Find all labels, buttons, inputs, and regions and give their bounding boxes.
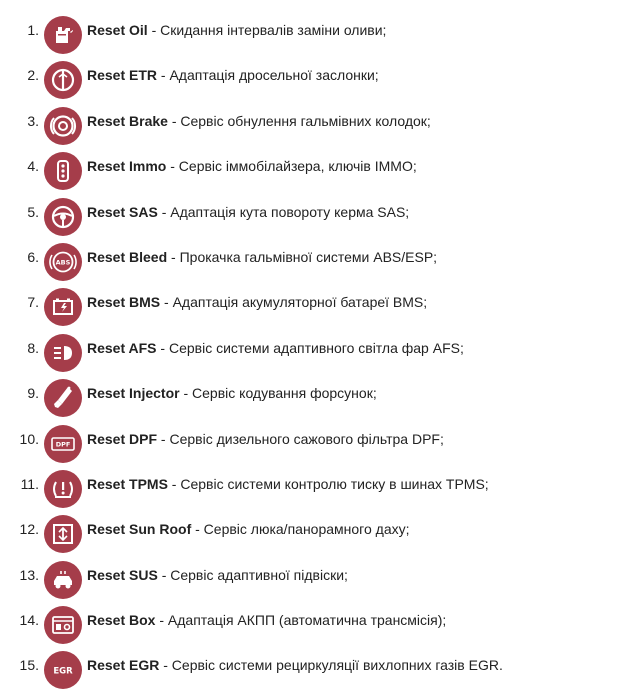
suspension-icon [44,561,82,599]
abs-icon [44,243,82,281]
list-item [0,511,629,556]
item-number: 10. [19,430,39,447]
gearbox-icon [44,606,82,644]
list-item [0,194,629,239]
steering-wheel-icon [44,198,82,236]
car-key-icon [44,152,82,190]
item-title: Reset Box [87,612,156,629]
headlight-icon [44,334,82,372]
list-item [0,330,629,375]
dpf-icon-label: DPF [55,440,71,449]
item-title: Reset ETR [87,67,158,84]
item-number: 13. [19,566,39,583]
item-title: Reset TPMS [87,475,168,492]
item-description: - Адаптація дросельної заслонки; [157,67,379,84]
list-item [0,421,629,466]
item-number: 11. [20,475,39,492]
item-description: - Сервіс іммобілайзера, ключів IMMO; [166,158,417,175]
item-number: 2. [27,67,39,84]
item-title: Reset Brake [87,112,168,129]
item-title: Reset DPF [87,430,158,447]
item-description: - Скидання інтервалів заміни оливи; [147,22,387,38]
item-title: Reset Bleed [87,248,168,265]
item-number: 12. [19,521,39,538]
item-number: 7. [27,294,39,311]
item-number: 6. [27,248,39,265]
list-item [0,12,629,57]
battery-icon [44,288,82,326]
item-description: - Адаптація кута повороту керма SAS; [157,203,410,220]
item-description: - Прокачка гальмівної системи ABS/ESP; [167,248,438,265]
list-item [0,375,629,420]
list-item [0,557,629,602]
egr-icon-label: EGR [53,666,73,677]
item-description: - Сервіс обнулення гальмівних колодок; [167,112,431,129]
item-description: - Сервіс системи контролю тиску в шинах TPMS; [167,475,489,492]
item-title: Reset BMS [87,294,161,311]
injector-icon [44,379,82,417]
item-description: - Сервіс адаптивної підвіски; [157,566,348,583]
oil-can-icon [44,16,82,54]
item-title: Reset Sun Roof [87,521,192,538]
dpf-icon [44,425,82,463]
item-description: - Адаптація АКПП (автоматична трансмісія); [155,612,447,629]
item-description: - Сервіс дизельного сажового фільтра DPF; [157,430,444,447]
item-number: 9. [27,385,39,402]
sunroof-icon [44,515,82,553]
list-item [0,602,629,647]
item-title: Reset AFS [87,339,157,356]
item-description: - Сервіс системи адаптивного світла фар AFS; [156,339,464,356]
item-title: Reset SAS [87,203,158,220]
item-number: 3. [27,112,39,129]
list-item [0,239,629,284]
item-title: Reset Oil [87,22,148,38]
throttle-icon [44,61,82,99]
item-number: 1. [27,22,39,38]
item-description: - Сервіс кодування форсунок; [179,385,377,402]
list-item [0,148,629,193]
item-number: 15. [19,657,39,674]
item-number: 4. [27,158,39,175]
item-title: Reset EGR [87,657,160,674]
item-number: 5. [27,203,39,220]
item-title: Reset Immo [87,158,167,175]
tire-pressure-icon [44,470,82,508]
item-description: - Сервіс системи рециркуляції вихлопних газів EGR. [159,657,503,674]
list-item [0,466,629,511]
list-item [0,647,629,692]
item-number: 8. [27,339,39,356]
item-description: - Адаптація акумуляторної батареї BMS; [160,294,428,311]
service-list [0,12,629,693]
list-item [0,284,629,329]
list-item [0,57,629,102]
list-item [0,103,629,148]
item-description: - Сервіс люка/панорамного даху; [191,521,410,538]
item-title: Reset Injector [87,385,180,402]
brake-disc-icon [44,107,82,145]
egr-icon [44,651,82,689]
abs-icon-label: ABS [55,258,71,267]
item-number: 14. [19,612,39,629]
item-title: Reset SUS [87,566,158,583]
